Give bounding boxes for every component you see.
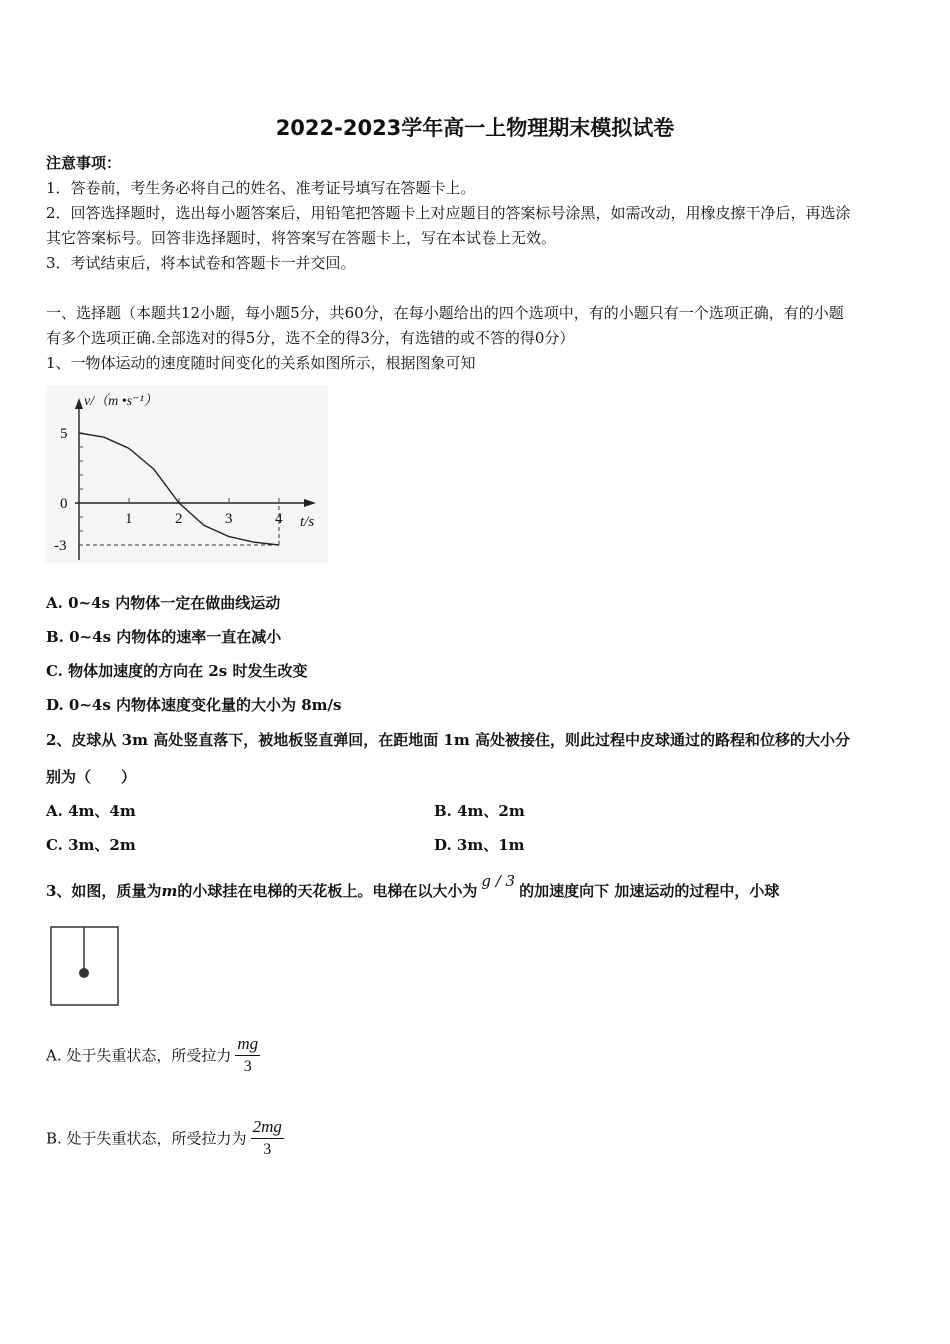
q3-stem-mid: 的小球挂在电梯的天花板上。电梯在以大小为 (177, 882, 478, 900)
q2-stem-1: 2、皮球从 3m 高处竖直落下，被地板竖直弹回，在距地面 1m 高处被接住，则此过程中皮球通过的路程和位移的大小分 (46, 731, 850, 749)
x-axis-label: t/s (300, 514, 315, 530)
elevator-figure (48, 924, 122, 1008)
section-instructions-2: 有多个选项正确.全部选对的得5分，选不全的得3分，有选错的或不答的得0分） (46, 329, 575, 347)
q1-option-c[interactable]: C. 物体加速度的方向在 2s 时发生改变 (46, 662, 308, 680)
q2-option-b[interactable]: B. 4m、2m (434, 802, 525, 820)
q3-option-b[interactable] (46, 1117, 288, 1159)
q3-option-b-text: B. 处于失重状态，所受拉力为 (46, 1129, 247, 1148)
notice-item-2b: 其它答案标号。回答非选择题时，将答案写在答题卡上，写在本试卷上无效。 (46, 229, 557, 247)
q3-option-a-numerator: mg (235, 1034, 260, 1056)
page-title: 2022-2023学年高一上物理期末模拟试卷 (275, 116, 675, 140)
q1-option-b[interactable]: B. 0~4s 内物体的速率一直在减小 (46, 628, 282, 646)
q3-option-a-fraction (235, 1034, 260, 1076)
q3-mass-symbol: m (161, 882, 178, 900)
graph-background (46, 385, 328, 563)
q1-option-d[interactable]: D. 0~4s 内物体速度变化量的大小为 8m/s (46, 696, 342, 714)
notice-heading: 注意事项： (46, 154, 122, 172)
q3-acceleration: g / 3 (481, 872, 516, 890)
x-tick-label: 3 (225, 511, 233, 527)
notice-item-1: 1．答卷前，考生务必将自己的姓名、准考证号填写在答题卡上。 (46, 179, 476, 197)
q2-stem-2: 别为（ ） (46, 768, 137, 786)
y-axis-label: v/（m •s⁻¹） (84, 394, 158, 409)
q3-option-b-numerator: 2mg (251, 1117, 284, 1139)
q3-stem (46, 872, 780, 901)
y-tick-label: 0 (60, 496, 68, 512)
q1-option-a[interactable]: A. 0~4s 内物体一定在做曲线运动 (46, 594, 281, 612)
q3-option-b-denominator: 3 (263, 1141, 272, 1158)
q2-option-a[interactable]: A. 4m、4m (46, 802, 136, 820)
q3-option-a-denominator: 3 (243, 1058, 252, 1075)
x-tick-label: 1 (125, 511, 133, 527)
y-tick-label: 5 (60, 426, 68, 442)
section-instructions-1: 一、选择题（本题共12小题，每小题5分，共60分，在每小题给出的四个选项中，有的小题只有一个选项正确，有的小题 (46, 304, 844, 322)
vt-graph (46, 385, 328, 563)
q3-stem-before: 3、如图，质量为 (46, 882, 162, 900)
notice-item-3: 3．考试结束后，将本试卷和答题卡一并交回。 (46, 254, 356, 272)
q3-option-b-fraction (251, 1117, 284, 1159)
x-tick-label: 4 (275, 511, 283, 527)
notice-item-2a: 2．回答选择题时，选出每小题答案后，用铅笔把答题卡上对应题目的答案标号涂黑，如需改动，用橡皮擦干净后，再选涂 (46, 204, 851, 222)
q1-stem: 1、一物体运动的速度随时间变化的关系如图所示，根据图象可知 (46, 354, 476, 372)
q3-stem-after: 的加速度向下 加速运动的过程中，小球 (519, 882, 780, 900)
q3-option-a-text: A. 处于失重状态，所受拉力 (46, 1046, 232, 1065)
y-tick-label: -3 (54, 538, 67, 554)
x-tick-label: 2 (175, 511, 183, 527)
ball (79, 968, 89, 978)
q2-option-d[interactable]: D. 3m、1m (434, 836, 525, 854)
q2-option-c[interactable]: C. 3m、2m (46, 836, 136, 854)
q3-option-a[interactable] (46, 1034, 264, 1076)
